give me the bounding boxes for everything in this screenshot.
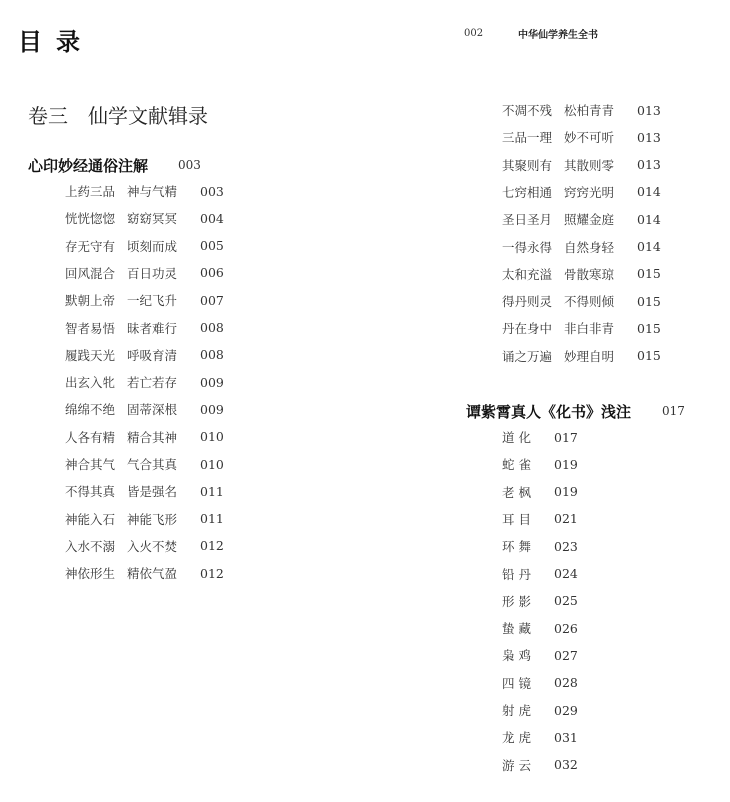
toc-entry-phrase: 三品一理 xyxy=(502,130,553,146)
toc-entry-page: 009 xyxy=(200,401,224,417)
toc-entry-phrase: 存无守有 xyxy=(65,238,116,254)
toc-entry-phrase: 昧者难行 xyxy=(127,320,178,336)
toc-entry-phrase: 神能飞形 xyxy=(127,511,178,527)
toc-entry-phrase: 履践天光 xyxy=(65,347,116,363)
toc-entry-phrase: 精合其神 xyxy=(127,429,178,445)
toc-entry-page: 008 xyxy=(200,320,224,335)
toc-entry-page: 006 xyxy=(200,265,224,281)
toc-entry[interactable] xyxy=(502,510,578,528)
toc-entry-phrase: 妙不可听 xyxy=(564,130,615,146)
toc-entry-page: 008 xyxy=(200,347,224,363)
toc-entry-title: 环舞 xyxy=(502,539,536,555)
toc-entry-title: 铅丹 xyxy=(502,566,536,582)
page-number: 002 xyxy=(464,28,484,39)
toc-entry[interactable] xyxy=(65,482,224,500)
toc-entry-page: 015 xyxy=(637,320,661,336)
toc-entry[interactable] xyxy=(65,510,224,528)
toc-entry[interactable] xyxy=(502,565,578,583)
toc-entry-phrase: 一纪飞升 xyxy=(127,293,178,309)
toc-entry-page: 024 xyxy=(554,566,578,581)
toc-entry-phrase: 非白非青 xyxy=(564,321,615,337)
section-page-xinyin: 003 xyxy=(178,158,201,172)
toc-entry-page: 014 xyxy=(637,184,661,200)
toc-entry[interactable] xyxy=(502,183,661,201)
toc-entry-phrase: 智者易悟 xyxy=(65,320,116,336)
toc-entry-title: 耳目 xyxy=(502,511,536,527)
toc-entry-phrase: 窈窈冥冥 xyxy=(127,211,178,227)
toc-entry-title: 四镜 xyxy=(502,675,536,691)
toc-entry-page: 019 xyxy=(554,456,578,472)
toc-entry-phrase: 其聚则有 xyxy=(502,157,553,173)
toc-entry-title: 枭鸡 xyxy=(502,648,536,664)
toc-entry[interactable] xyxy=(502,701,578,719)
toc-entry-page: 015 xyxy=(637,348,661,364)
toc-entry[interactable] xyxy=(65,264,224,282)
toc-entry-phrase: 默朝上帝 xyxy=(65,293,116,309)
toc-entry-page: 025 xyxy=(554,593,578,609)
toc-entry[interactable] xyxy=(502,592,578,610)
toc-entry[interactable] xyxy=(502,347,661,365)
toc-entry-page: 010 xyxy=(200,456,224,472)
toc-entry-phrase: 若亡若存 xyxy=(127,375,178,391)
toc-entry-page: 032 xyxy=(554,757,578,773)
toc-entry[interactable] xyxy=(502,537,578,555)
toc-entry-phrase: 固蒂深根 xyxy=(127,402,178,418)
toc-entry-page: 007 xyxy=(200,292,224,308)
toc-entry-phrase: 不得则倾 xyxy=(564,294,615,310)
toc-entry-phrase: 绵绵不绝 xyxy=(65,402,116,418)
toc-entry[interactable] xyxy=(65,455,224,473)
toc-entry[interactable] xyxy=(502,156,661,174)
section-title-huashu: 谭紫霄真人《化书》浅注 xyxy=(466,403,632,421)
toc-entry[interactable] xyxy=(502,728,578,746)
toc-entry-phrase: 人各有精 xyxy=(65,429,116,445)
toc-entry-phrase: 呼吸育清 xyxy=(127,347,178,363)
toc-entry-page: 014 xyxy=(637,239,661,254)
toc-entry-page: 012 xyxy=(200,538,224,554)
toc-entry-page: 013 xyxy=(637,157,661,173)
toc-entry-phrase: 诵之万遍 xyxy=(502,348,553,364)
toc-entry-page: 011 xyxy=(200,511,224,527)
toc-entry[interactable] xyxy=(502,756,578,774)
toc-entry-page: 015 xyxy=(637,266,661,282)
toc-entry[interactable] xyxy=(65,400,224,418)
toc-entry-phrase: 回风混合 xyxy=(65,265,116,281)
toc-entry[interactable] xyxy=(502,101,661,119)
toc-entry-title: 老枫 xyxy=(502,484,536,500)
toc-entry-phrase: 上药三品 xyxy=(65,184,116,199)
toc-entry[interactable] xyxy=(502,428,578,446)
toc-entry-phrase: 入水不溺 xyxy=(65,538,116,554)
toc-entry-phrase: 顷刻而成 xyxy=(127,238,178,254)
toc-entry-phrase: 精依气盈 xyxy=(127,566,178,582)
toc-entry-title: 蛰藏 xyxy=(502,621,536,637)
toc-entry-phrase: 自然身轻 xyxy=(564,239,615,255)
toc-entry-page: 014 xyxy=(637,211,661,227)
toc-entry-page: 028 xyxy=(554,675,578,691)
section-page-huashu: 017 xyxy=(662,404,685,418)
toc-entry-phrase: 七窍相通 xyxy=(502,184,553,200)
toc-entry-page: 021 xyxy=(554,511,578,527)
toc-entry[interactable] xyxy=(65,182,224,200)
toc-entry-page: 005 xyxy=(200,238,224,254)
toc-entry-phrase: 神依形生 xyxy=(65,566,116,582)
toc-entry-title: 蛇雀 xyxy=(502,457,536,473)
toc-entry[interactable] xyxy=(502,455,578,473)
toc-entry-page: 029 xyxy=(554,702,578,718)
toc-entry[interactable] xyxy=(502,483,578,501)
toc-entry-phrase: 神能入石 xyxy=(65,511,116,527)
toc-entry-page: 015 xyxy=(637,293,661,309)
toc-entry-phrase: 照耀金庭 xyxy=(564,212,615,228)
toc-entry-phrase: 得丹则灵 xyxy=(502,294,553,310)
toc-entry-phrase: 皆是强名 xyxy=(127,484,178,500)
toc-entry-page: 011 xyxy=(200,483,224,499)
toc-entry-page: 013 xyxy=(637,129,661,145)
toc-entry-phrase: 神与气精 xyxy=(127,184,178,199)
toc-entry[interactable] xyxy=(502,210,661,228)
toc-entry-page: 023 xyxy=(554,538,578,554)
toc-entry-phrase: 其散则零 xyxy=(564,157,615,173)
section-title-xinyin: 心印妙经通俗注解 xyxy=(28,157,149,175)
toc-entry[interactable] xyxy=(65,428,224,446)
toc-entry-phrase: 恍恍惚惚 xyxy=(65,211,116,227)
toc-entry-title: 游云 xyxy=(502,757,536,773)
toc-entry-page: 010 xyxy=(200,429,224,445)
toc-entry-phrase: 入火不焚 xyxy=(127,538,178,554)
toc-entry-phrase: 不凋不残 xyxy=(502,103,553,118)
toc-entry-page: 013 xyxy=(637,102,661,118)
toc-entry[interactable] xyxy=(502,619,578,637)
toc-entry-page: 003 xyxy=(200,183,224,199)
toc-entry[interactable] xyxy=(65,564,224,582)
toc-entry[interactable] xyxy=(65,346,224,364)
page-title: 目录 xyxy=(18,27,94,56)
toc-entry-page: 004 xyxy=(200,210,224,226)
toc-entry-title: 龙虎 xyxy=(502,730,536,746)
book-title: 中华仙学养生全书 xyxy=(518,30,598,41)
toc-entry-page: 009 xyxy=(200,374,224,390)
toc-entry-phrase: 一得永得 xyxy=(502,239,553,255)
toc-entry-title: 形影 xyxy=(502,593,536,609)
toc-entry[interactable] xyxy=(502,128,661,146)
toc-entry-phrase: 窍窍光明 xyxy=(564,184,615,200)
toc-entry-phrase: 骨散寒琼 xyxy=(564,266,615,282)
toc-entry[interactable] xyxy=(65,291,224,309)
toc-entry-page: 027 xyxy=(554,647,578,663)
toc-entry-page: 012 xyxy=(200,565,224,581)
toc-entry-phrase: 神合其气 xyxy=(65,457,116,472)
toc-entry-page: 019 xyxy=(554,484,578,500)
toc-entry[interactable] xyxy=(502,292,661,310)
toc-entry-title: 射虎 xyxy=(502,703,536,718)
toc-entry-phrase: 妙理自明 xyxy=(564,348,615,364)
toc-entry-phrase: 出玄入牝 xyxy=(65,375,116,391)
toc-entry[interactable] xyxy=(502,238,661,256)
toc-entry[interactable] xyxy=(65,537,224,555)
toc-entry-phrase: 气合其真 xyxy=(127,457,178,472)
toc-entry[interactable] xyxy=(65,373,224,391)
toc-entry[interactable] xyxy=(502,646,578,664)
toc-entry[interactable] xyxy=(65,237,224,255)
toc-entry-page: 031 xyxy=(554,729,578,745)
toc-entry-phrase: 不得其真 xyxy=(65,484,116,500)
toc-entry-phrase: 松柏青青 xyxy=(564,103,615,118)
toc-entry-title: 道化 xyxy=(502,430,536,445)
toc-entry-phrase: 百日功灵 xyxy=(127,265,178,281)
toc-entry[interactable] xyxy=(65,319,224,337)
toc-entry[interactable] xyxy=(65,209,224,227)
toc-entry[interactable] xyxy=(502,319,661,337)
toc-entry-phrase: 太和充溢 xyxy=(502,266,553,282)
toc-entry-phrase: 圣日圣月 xyxy=(502,212,553,228)
toc-entry[interactable] xyxy=(502,265,661,283)
toc-entry-phrase: 丹在身中 xyxy=(502,321,553,337)
volume-title: 卷三 仙学文献辑录 xyxy=(28,104,208,128)
toc-entry-page: 017 xyxy=(554,429,578,445)
toc-entry[interactable] xyxy=(502,674,578,692)
toc-entry-page: 026 xyxy=(554,620,578,636)
